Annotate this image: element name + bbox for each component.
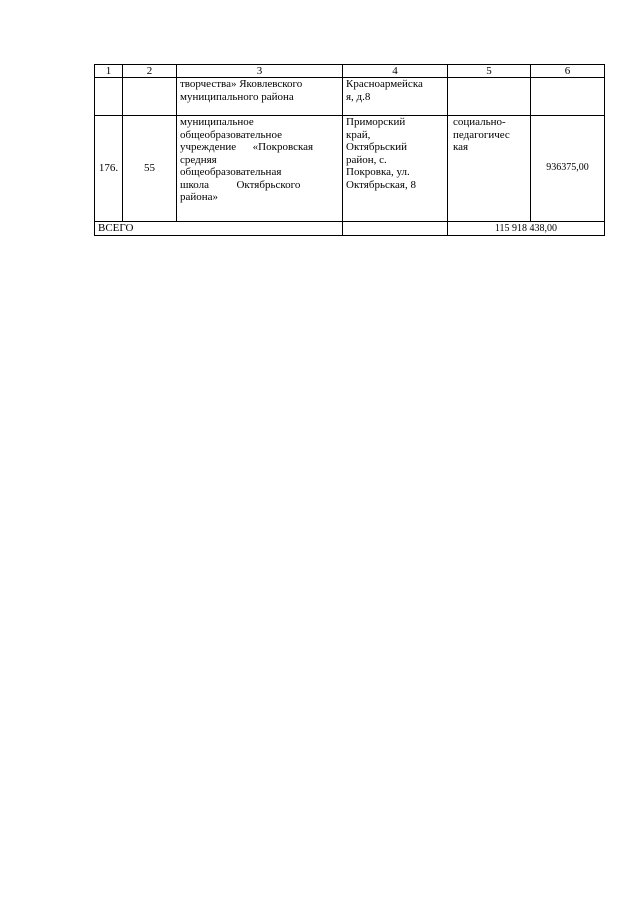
address-line: Красноармейска [346,78,423,90]
funding-table [94,64,605,236]
table-row-176 [95,116,605,222]
cell-amount: 936375,00 [531,116,605,222]
address-line: я, д.8 [346,90,371,103]
name-line: средняя [180,153,217,166]
name-line: района» [180,191,219,203]
cell-number [95,78,123,116]
header-col-3: 3 [177,65,343,78]
cell-direction [448,116,531,222]
direction-line: социально- [453,116,506,128]
name-line: общеобразовательная [180,166,282,178]
cell-direction [448,78,531,116]
cell-name [177,78,343,116]
name-line: школа Октябрьского [180,178,301,191]
header-col-1: 1 [95,65,123,78]
cell-amount [531,78,605,116]
header-col-2: 2 [123,65,177,78]
direction-line: кая [453,141,469,153]
address-line: район, с. [346,153,387,166]
total-spacer [343,222,448,236]
header-col-5: 5 [448,65,531,78]
cell-code: 55 [123,116,177,222]
cell-address [343,78,448,116]
address-line: Октябрьская, 8 [346,178,416,191]
address-line: край, [346,128,371,141]
total-amount: 115 918 438,00 [448,222,605,236]
header-col-6: 6 [531,65,605,78]
name-line: муниципальное [180,116,254,128]
address-line: Октябрьский [346,141,407,153]
header-col-4: 4 [343,65,448,78]
cell-name [177,116,343,222]
header-row [95,65,605,78]
name-line: общеобразовательное [180,128,282,141]
address-line: Покровка, ул. [346,166,410,178]
table-row-continued [95,78,605,116]
cell-code [123,78,177,116]
cell-number: 176. [95,116,123,222]
name-line: муниципального района [180,90,294,103]
total-row [95,222,605,236]
cell-address [343,116,448,222]
address-line: Приморский [346,116,406,128]
direction-line: педагогичес [453,128,510,141]
name-line: творчества» Яковлевского [180,78,303,90]
total-label: ВСЕГО [95,222,343,236]
name-line: учреждение «Покровская [180,141,314,153]
